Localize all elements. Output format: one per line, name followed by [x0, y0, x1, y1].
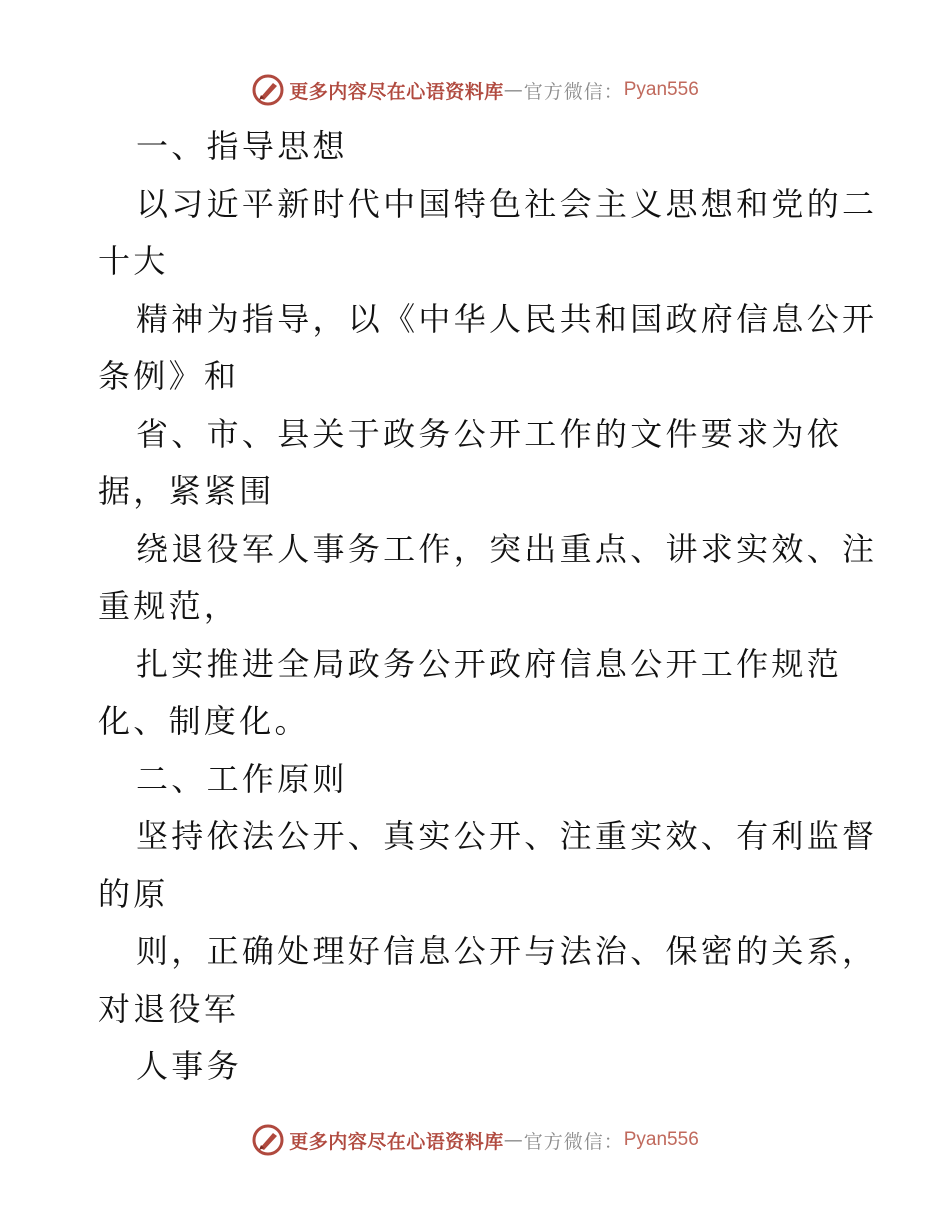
watermark-brand: 更多内容尽在心语资料库 [289, 1130, 504, 1153]
watermark-contact-label: 官方微信： [523, 1130, 624, 1153]
text-line: 绕退役军人事务工作，突出重点、讲求实效、注 [136, 529, 878, 568]
text-line: 人事务 [136, 1047, 242, 1085]
watermark-separator: — [503, 1129, 524, 1151]
text-line: 省、市、县关于政务公开工作的文件要求为依 [136, 414, 843, 453]
text-line: 一、指导思想 [136, 127, 348, 165]
text-line: 条例》和 [98, 357, 240, 395]
text-line: 扎实推进全局政务公开政府信息公开工作规范 [136, 644, 843, 683]
text-line: 化、制度化。 [98, 702, 310, 740]
pen-logo-icon [251, 73, 285, 107]
text-line: 则，正确处理好信息公开与法治、保密的关系， [136, 932, 878, 970]
document-body [98, 118, 878, 1096]
watermark-brand: 更多内容尽在心语资料库 [289, 80, 504, 103]
text-line: 精神为指导，以《中华人民共和国政府信息公开 [136, 299, 878, 338]
watermark-footer [0, 1120, 950, 1160]
watermark-contact-label: 官方微信： [523, 80, 624, 103]
text-line: 坚持依法公开、真实公开、注重实效、有利监督 [136, 817, 878, 855]
text-line: 以习近平新时代中国特色社会主义思想和党的二 [136, 184, 878, 223]
text-line: 的原 [98, 874, 169, 913]
text-line: 对退役军 [98, 989, 240, 1028]
text-line: 二、工作原则 [136, 759, 348, 798]
pen-logo-icon [251, 1123, 285, 1157]
text-line: 十大 [98, 242, 169, 280]
watermark-contact-id: Pyan556 [623, 1129, 699, 1150]
text-line: 据，紧紧围 [98, 472, 275, 510]
watermark-separator: — [503, 79, 524, 101]
watermark-contact-id: Pyan556 [623, 79, 699, 100]
watermark-header [0, 70, 950, 110]
text-line: 重规范， [98, 587, 240, 625]
